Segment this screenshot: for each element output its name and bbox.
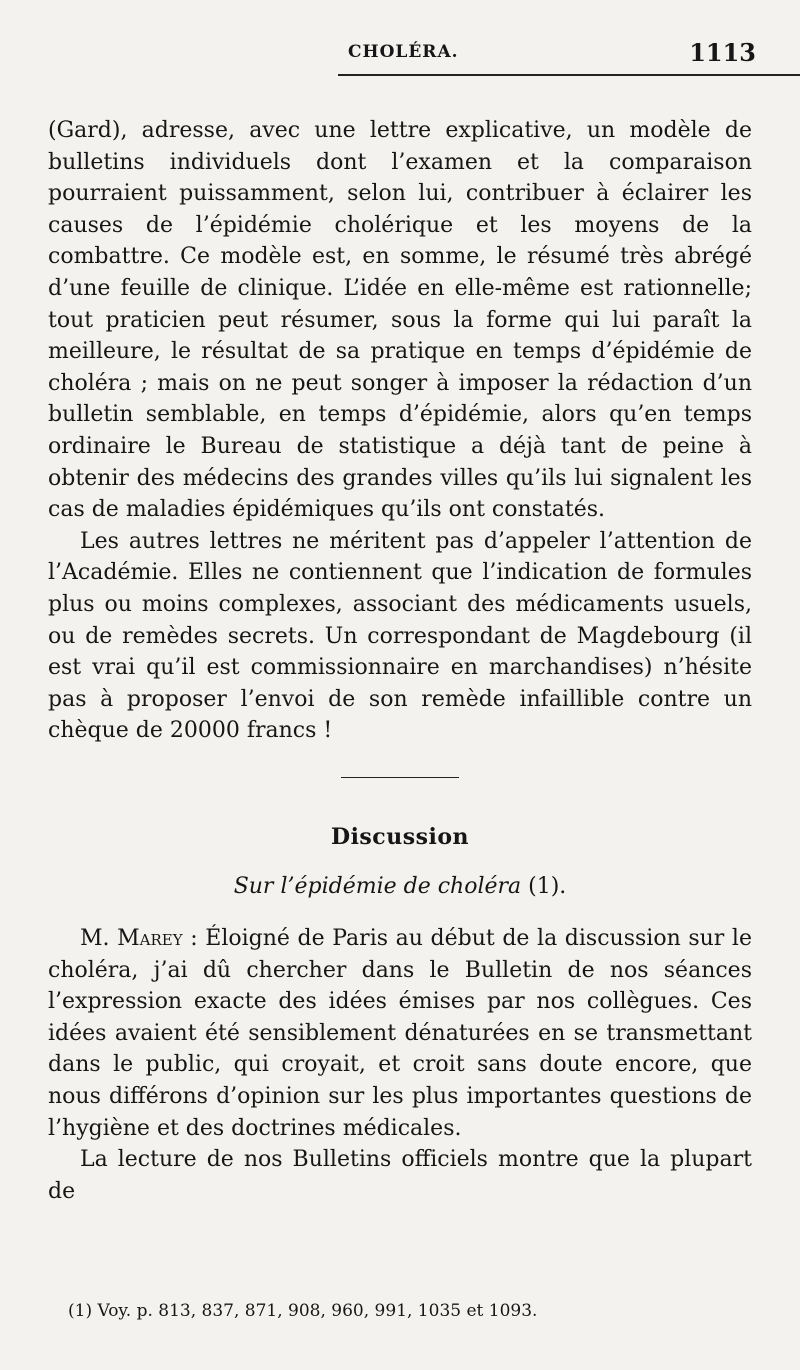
paragraph-3 [48,923,752,1144]
page-number: 1113 [689,38,756,67]
speaker-name: M. Marey [80,926,183,952]
footnote-reference: (1). [521,874,567,900]
section-title: Discussion [330,823,469,850]
body-text [48,115,752,1207]
running-head: CHOLÉRA. [348,42,459,62]
paragraph-1: (Gard), adresse, avec une lettre explicative, un modèle de bulletins individuels dont l’examen et la comparaison pourraient puissamment, selon lui, contribuer à éclairer les causes de l’épidémie cholérique et les moyens de la combattre. Ce modèle est, en somme, le résumé très abrégé d’une feuille de clinique. L’idée en elle-même est rationnelle; tout praticien peut résumer, sous la forme qui lui paraît la meilleure, le résultat de sa pratique en temps d’épidémie de choléra ; mais on ne peut songer à imposer la rédaction d’un bulletin semblable, en temps d’épidémie, alors qu’en temps ordinaire le Bureau de statistique a déjà tant de peine à obtenir des médecins des grandes villes qu’ils lui signalent les cas de maladies épidémiques qu’ils ont constatés. [48,118,752,523]
section-subtitle-text: Sur l’épidémie de choléra [233,874,522,900]
paragraph-2: Les autres lettres ne méritent pas d’appeler l’attention de l’Académie. Elles ne contiennent que l’indication de formules plus ou moins complexes, associant des médicaments usuels, ou de remèdes secrets. Un correspondant de Magdebourg (il est vrai qu’il est commissionnaire en marchandises) n’hésite pas à proposer l’envoi de son remède infaillible contre un chèque de 20000 francs ! [48,528,752,744]
section-subtitle [48,871,752,903]
page-header [48,38,756,78]
paragraph-4: La lecture de nos Bulletins officiels montre que la plupart de [48,1147,752,1204]
header-rule [338,74,800,76]
footnote: (1) Voy. p. 813, 837, 871, 908, 960, 991, 1035 et 1093. [68,1301,538,1321]
speech-text: : Éloigné de Paris au début de la discussion sur le choléra, j’ai dû chercher dans le Bulletin de nos séances l’expression exacte des idées émises par nos collègues. Ces idées avaient été sensiblement dénaturées en se transmettant dans le public, qui croyait, et croit sans doute encore, que nous différons d’opinion sur les plus importantes questions de l’hygiène et des doctrines médicales. [48,926,752,1141]
section-divider [341,777,459,778]
